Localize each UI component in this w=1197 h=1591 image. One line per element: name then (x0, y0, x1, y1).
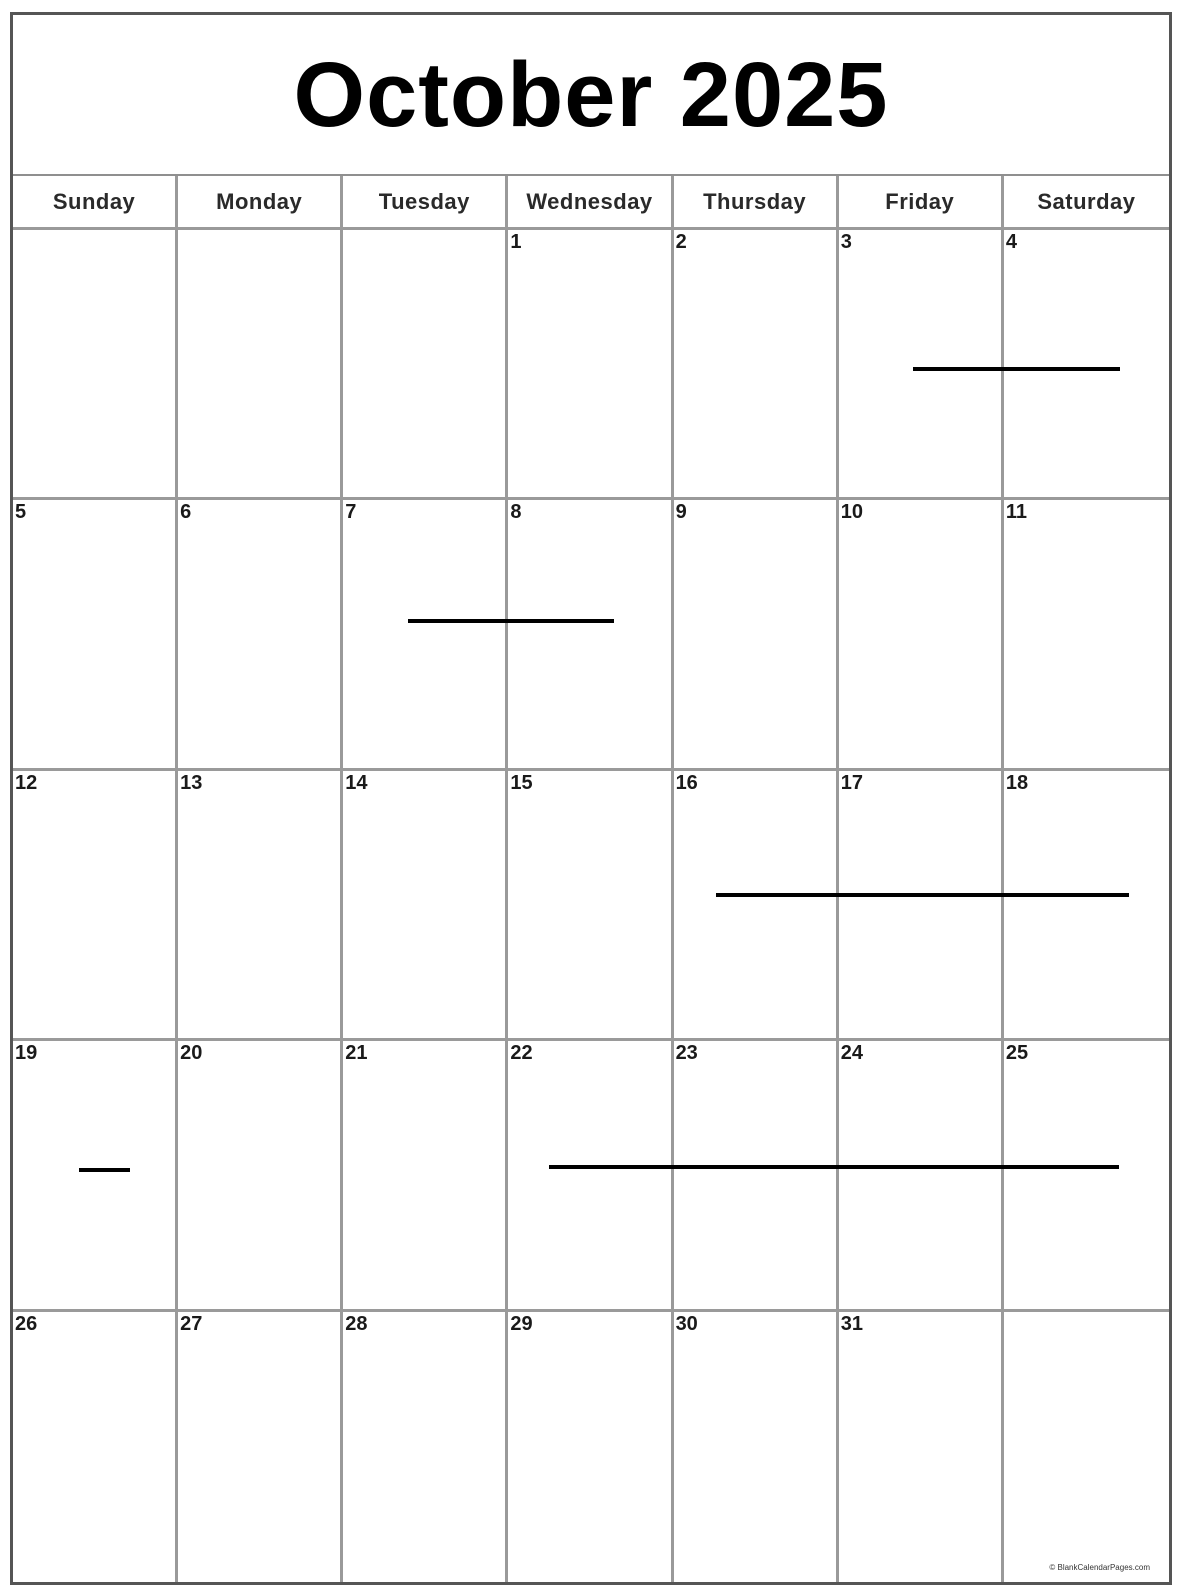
day-cell[interactable] (839, 1041, 1004, 1311)
day-number: 25 (1005, 1042, 1029, 1065)
day-number: 5 (15, 501, 27, 524)
day-cell[interactable] (1004, 500, 1169, 770)
day-number: 9 (675, 501, 687, 524)
day-number: 21 (345, 1042, 368, 1065)
day-number: 24 (840, 1042, 863, 1065)
day-cell[interactable] (13, 1041, 178, 1311)
day-number: 18 (1005, 771, 1029, 794)
day-number: 2 (675, 231, 687, 253)
day-number: 4 (1005, 231, 1017, 253)
weekday-friday: Friday (839, 176, 1004, 230)
day-number: 16 (675, 771, 698, 794)
day-number: 7 (345, 501, 357, 524)
day-cell[interactable] (343, 1312, 508, 1582)
day-cell[interactable] (508, 771, 673, 1041)
day-cell[interactable] (508, 500, 673, 770)
weekday-tuesday: Tuesday (343, 176, 508, 230)
day-number: 27 (180, 1312, 203, 1335)
weekday-wednesday: Wednesday (508, 176, 673, 230)
day-cell[interactable] (674, 230, 839, 500)
day-number: 10 (840, 501, 863, 524)
day-number: 15 (510, 771, 533, 794)
day-number: 3 (840, 231, 852, 253)
day-cell[interactable] (839, 230, 1004, 500)
weekday-thursday: Thursday (674, 176, 839, 230)
day-cell[interactable] (1004, 1041, 1169, 1311)
day-cell[interactable] (178, 1312, 343, 1582)
day-cell[interactable] (1004, 771, 1169, 1041)
day-number: 30 (675, 1312, 698, 1335)
day-cell[interactable] (839, 1312, 1004, 1582)
day-number: 14 (345, 771, 368, 794)
day-number: 20 (180, 1042, 203, 1065)
day-number: 29 (510, 1312, 533, 1335)
day-cell[interactable] (13, 1312, 178, 1582)
day-cell[interactable] (1004, 230, 1169, 500)
day-cell[interactable] (674, 1041, 839, 1311)
day-number: 11 (1005, 501, 1027, 524)
day-cell[interactable] (674, 1312, 839, 1582)
day-cell[interactable] (178, 1041, 343, 1311)
day-number: 28 (345, 1312, 368, 1335)
title-bar (13, 15, 1169, 176)
day-cell[interactable] (839, 500, 1004, 770)
weekday-header-row (13, 176, 1169, 230)
day-number: 26 (15, 1312, 38, 1335)
day-number: 19 (15, 1042, 38, 1065)
day-cell[interactable] (839, 771, 1004, 1041)
day-number: 17 (840, 771, 863, 794)
day-cell[interactable] (343, 1041, 508, 1311)
weekday-monday: Monday (178, 176, 343, 230)
calendar-title: October 2025 (293, 43, 889, 146)
day-number: 8 (510, 501, 522, 524)
day-number: 22 (510, 1042, 533, 1065)
day-number: 12 (15, 771, 38, 794)
day-number: 13 (180, 771, 203, 794)
day-cell-empty (13, 230, 178, 500)
day-cell[interactable] (674, 500, 839, 770)
day-cell[interactable] (508, 1312, 673, 1582)
day-cell[interactable] (508, 1041, 673, 1311)
day-grid (13, 230, 1169, 1582)
day-cell[interactable] (13, 500, 178, 770)
day-number: 31 (840, 1312, 863, 1335)
day-cell[interactable] (343, 771, 508, 1041)
day-cell[interactable] (343, 500, 508, 770)
day-cell-empty (178, 230, 343, 500)
day-number: 23 (675, 1042, 698, 1065)
site-credit: © BlankCalendarPages.com (1049, 1563, 1150, 1572)
day-cell[interactable] (13, 771, 178, 1041)
day-cell[interactable] (674, 771, 839, 1041)
weekday-sunday: Sunday (13, 176, 178, 230)
day-cell-empty (1004, 1312, 1169, 1582)
day-cell[interactable] (178, 771, 343, 1041)
day-number: 1 (510, 231, 522, 253)
day-cell[interactable] (508, 230, 673, 500)
day-cell[interactable] (178, 500, 343, 770)
calendar (10, 12, 1172, 1585)
day-cell-empty (343, 230, 508, 500)
weekday-saturday: Saturday (1004, 176, 1169, 230)
day-number: 6 (180, 501, 192, 524)
